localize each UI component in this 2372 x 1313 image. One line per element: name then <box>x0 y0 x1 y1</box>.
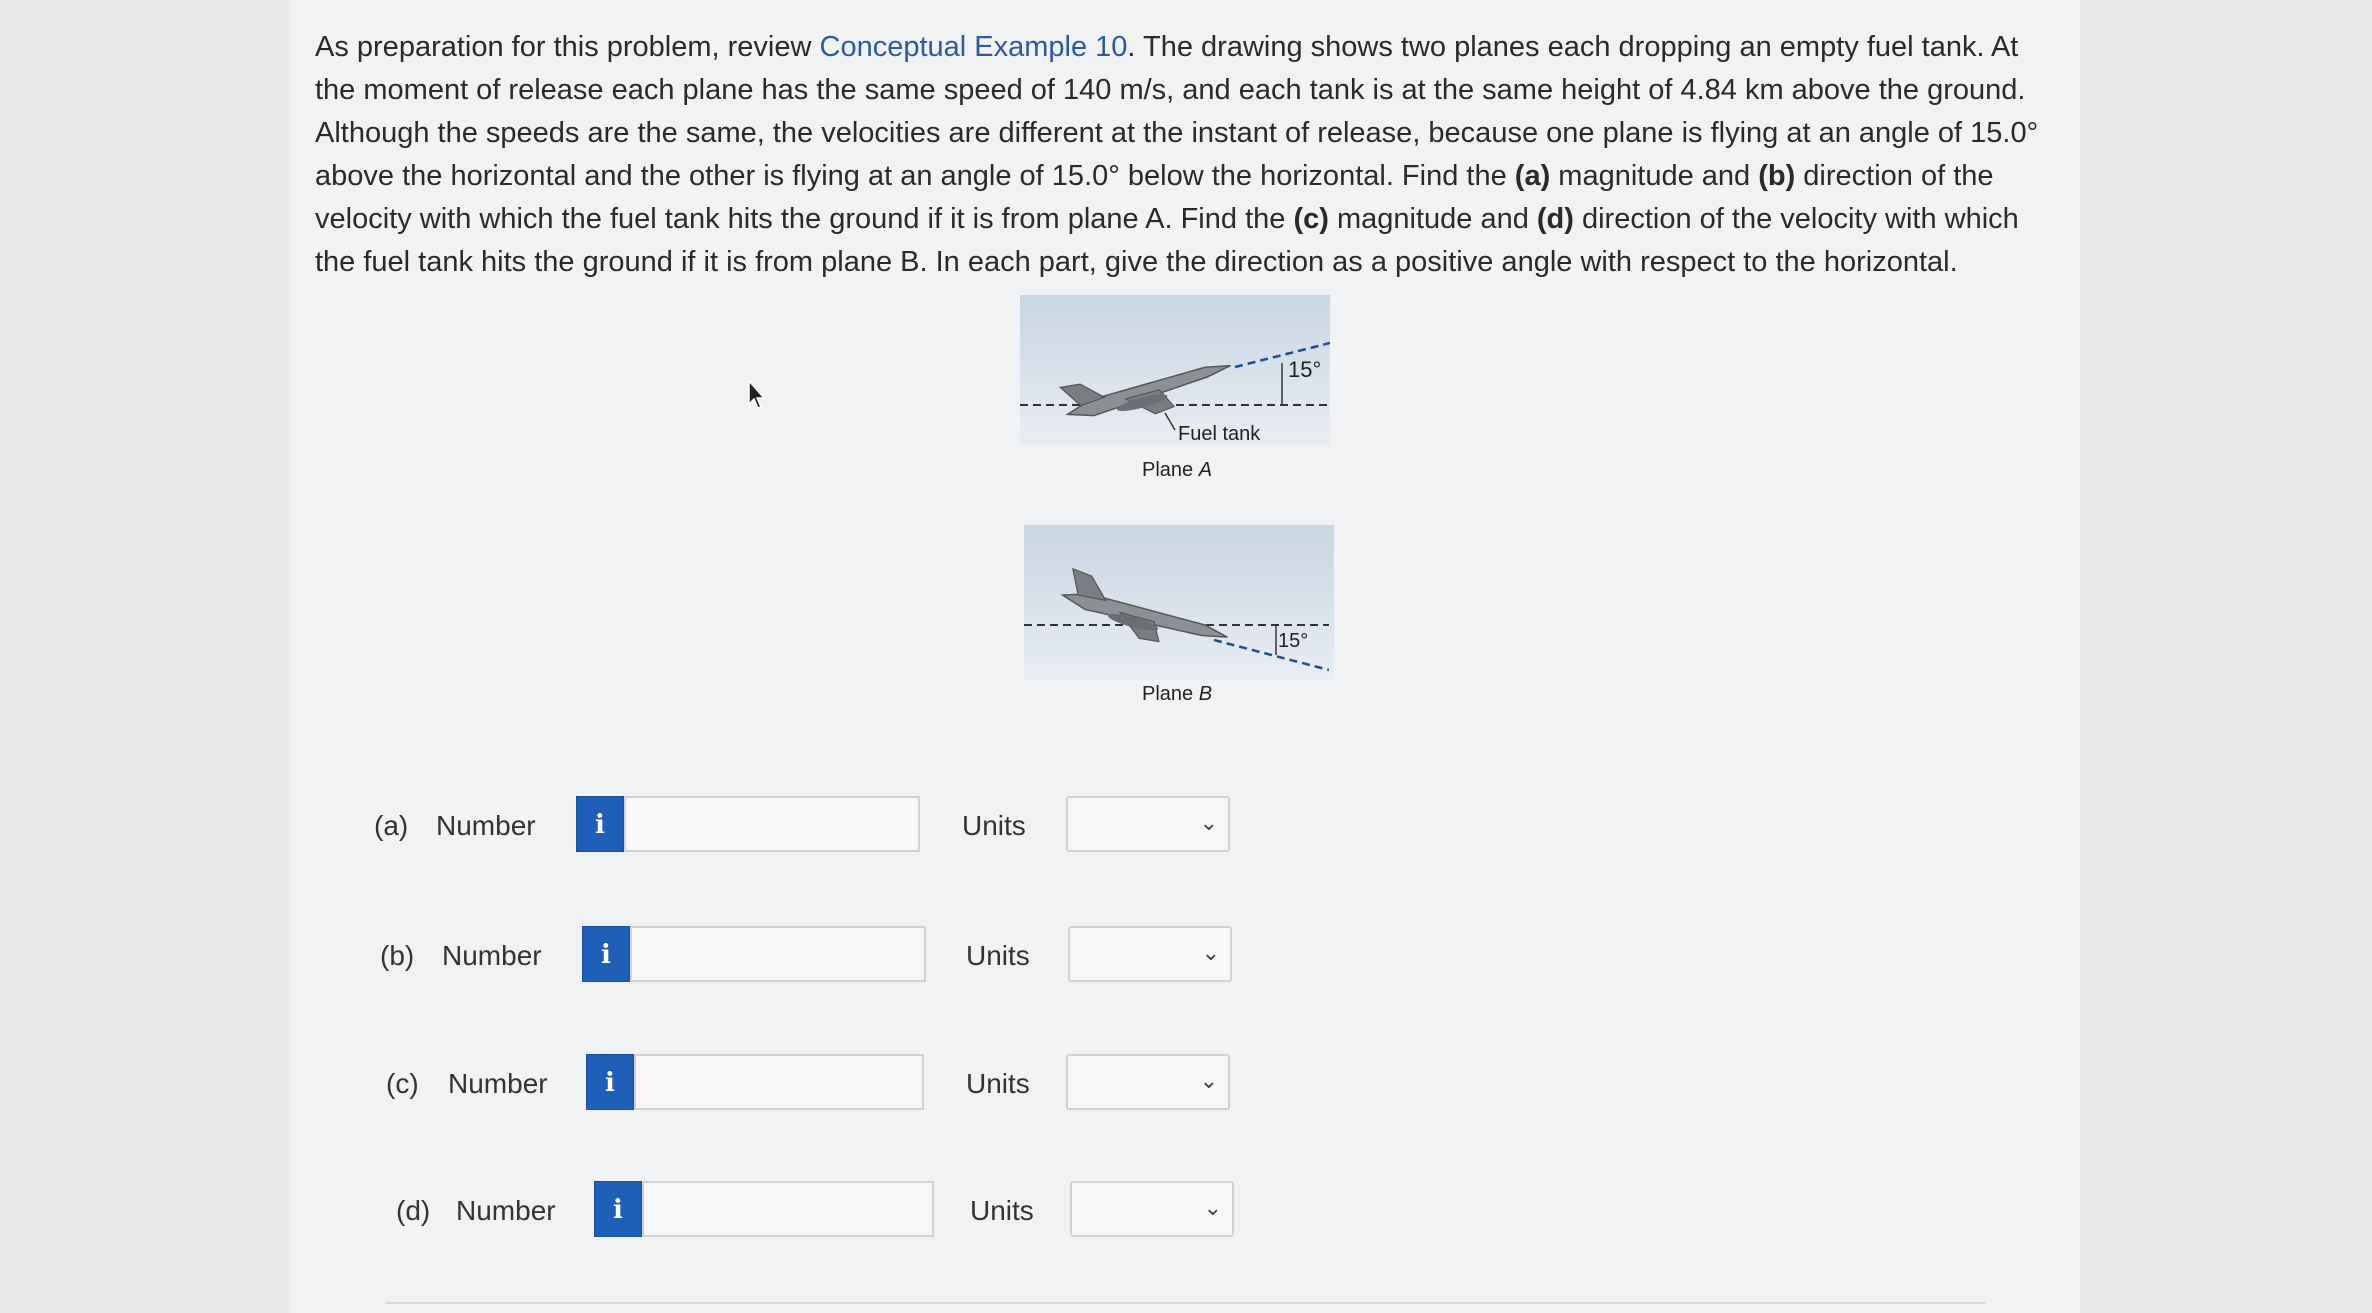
plane-a-angle-label: 15° <box>1288 357 1322 382</box>
units-label: Units <box>970 1195 1034 1226</box>
plane-a-caption <box>1142 459 1212 482</box>
units-label: Units <box>962 810 1026 841</box>
part-a-ref: (a) <box>1514 160 1551 192</box>
answer-row-a <box>370 796 1370 852</box>
plane-a-illustration <box>1020 295 1330 445</box>
planes-figure <box>1020 295 1340 715</box>
units-select-d[interactable] <box>1070 1181 1234 1237</box>
plane-b-panel <box>1024 525 1334 680</box>
part-label: (b) <box>380 940 415 971</box>
plane-a-caption-letter: A <box>1198 459 1213 481</box>
units-select-c[interactable] <box>1066 1054 1230 1110</box>
number-input-c[interactable] <box>634 1054 924 1110</box>
number-input-a[interactable] <box>624 796 920 852</box>
plane-b-caption <box>1142 683 1212 706</box>
problem-text: direction of the velocity with which the fuel tank hits the ground if it is from plane B. In each part, give the direction as a positive angle with respect to the horizontal. <box>315 203 2019 278</box>
number-label: Number <box>436 810 536 841</box>
info-icon[interactable]: i <box>586 1054 634 1110</box>
number-input-b[interactable] <box>630 926 926 982</box>
info-icon[interactable]: i <box>594 1181 642 1237</box>
number-label: Number <box>442 940 542 971</box>
number-input-d[interactable] <box>642 1181 934 1237</box>
plane-b-illustration <box>1024 525 1329 680</box>
units-select-b[interactable] <box>1068 926 1232 982</box>
chevron-down-icon: ⌄ <box>1199 810 1218 835</box>
plane-b-angle-label: 15° <box>1278 630 1309 652</box>
part-b-ref: (b) <box>1758 160 1796 192</box>
problem-text: magnitude and <box>1328 203 1537 235</box>
info-icon[interactable]: i <box>576 796 624 852</box>
mouse-cursor-icon <box>748 380 768 415</box>
problem-intro: As preparation for this problem, review <box>315 31 820 63</box>
fuel-tank-label: Fuel tank <box>1178 423 1261 445</box>
units-label: Units <box>966 940 1030 971</box>
plane-a-panel <box>1020 295 1330 445</box>
divider <box>385 1302 1985 1304</box>
part-c-ref: (c) <box>1293 203 1329 235</box>
problem-text: direction of the velocity with which the fuel tank hits the ground if it is from plane A. Find the <box>315 160 1994 235</box>
answer-row-c <box>382 1054 1382 1110</box>
number-label: Number <box>456 1195 556 1226</box>
answer-row-d <box>392 1181 1392 1237</box>
chevron-down-icon: ⌄ <box>1199 1068 1218 1093</box>
chevron-down-icon: ⌄ <box>1201 940 1220 965</box>
plane-b-caption-prefix: Plane <box>1142 683 1199 705</box>
problem-text: . The drawing shows two planes each dropping an empty fuel tank. At the moment of release each plane has the same speed of 140 m/s, and each tank is at the same height of 4.84 km above the ground. Although the speeds are the same, the velocities are different at the instant of release, because one plane is flying at an angle of 15.0° above the horizontal and the other is flying at an angle of 15.0° below the horizontal. Find the <box>315 31 2039 192</box>
part-label: (d) <box>396 1195 431 1226</box>
info-icon[interactable]: i <box>582 926 630 982</box>
plane-b-jet-icon <box>1057 568 1234 660</box>
units-label: Units <box>966 1068 1030 1099</box>
plane-a-caption-prefix: Plane <box>1142 459 1199 481</box>
part-label: (c) <box>386 1068 419 1099</box>
part-d-ref: (d) <box>1536 203 1574 235</box>
plane-a-jet-icon <box>1060 343 1237 435</box>
problem-text: magnitude and <box>1550 160 1759 192</box>
chevron-down-icon: ⌄ <box>1203 1195 1222 1220</box>
part-label: (a) <box>374 810 409 841</box>
problem-statement <box>315 26 2055 284</box>
plane-b-caption-letter: B <box>1198 683 1213 705</box>
units-select-a[interactable] <box>1066 796 1230 852</box>
conceptual-example-link[interactable]: Conceptual Example 10 <box>819 31 1128 63</box>
answer-row-b <box>376 926 1376 982</box>
number-label: Number <box>448 1068 548 1099</box>
